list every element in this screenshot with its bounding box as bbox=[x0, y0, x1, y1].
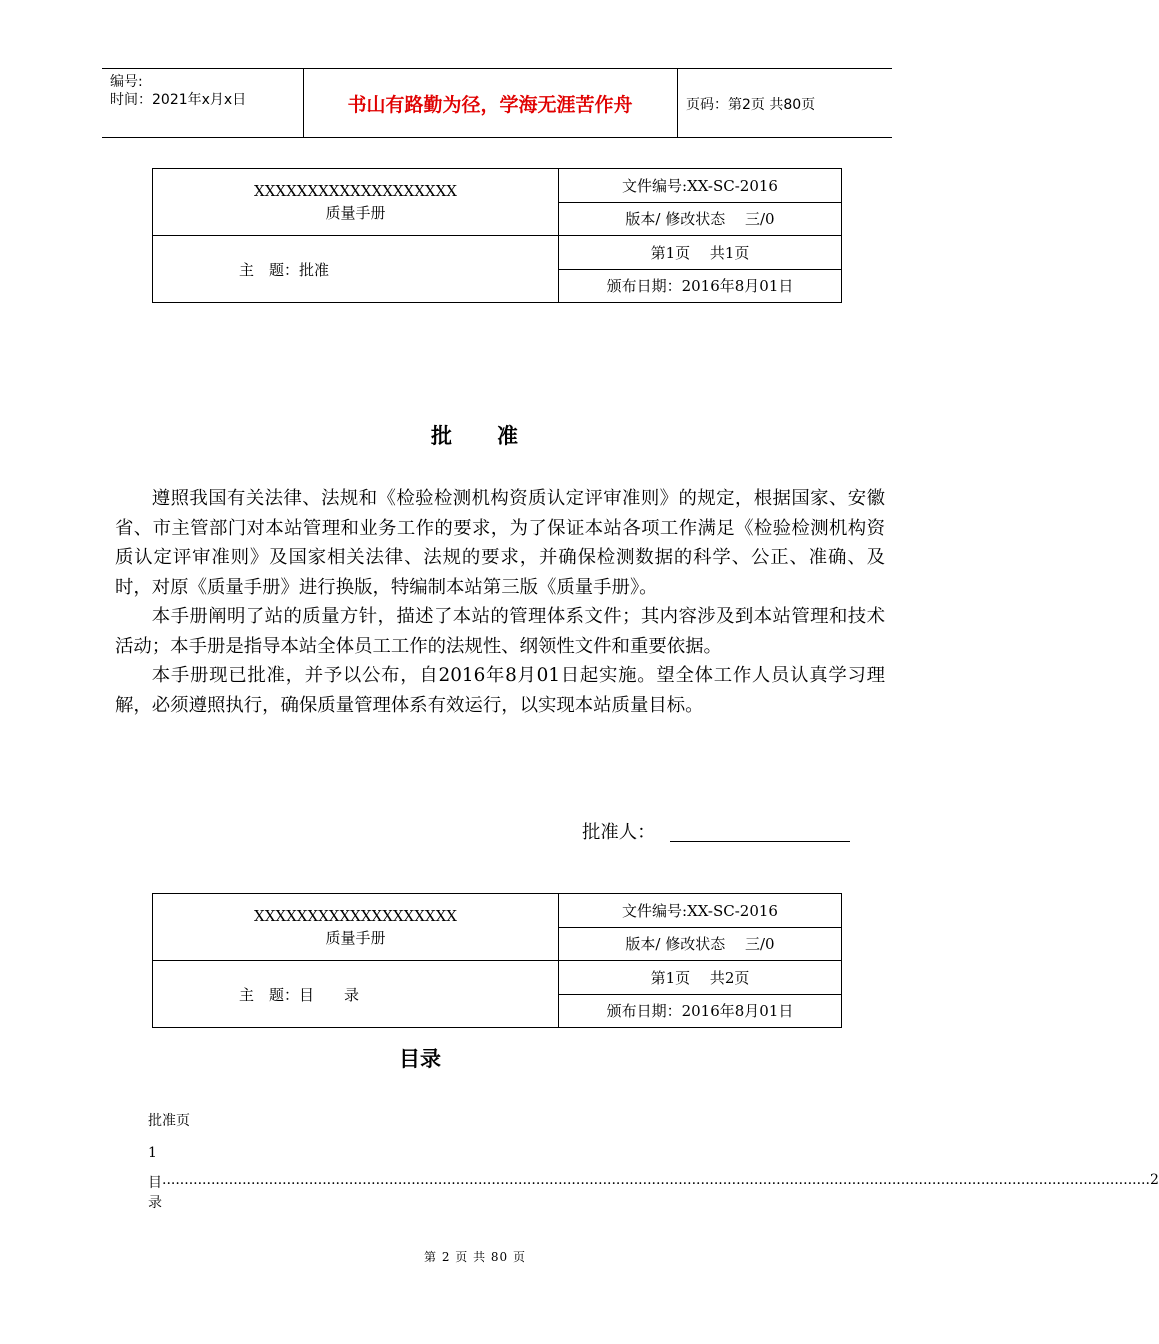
file-no: 文件编号:XX-SC-2016 bbox=[559, 169, 842, 203]
toc-item-label: 目录 bbox=[148, 1175, 162, 1211]
version: 版本/ 修改状态 三/0 bbox=[559, 927, 842, 961]
doc-info-table-toc bbox=[152, 893, 842, 1028]
version: 版本/ 修改状态 三/0 bbox=[559, 202, 842, 236]
page-count: 第1页 共1页 bbox=[559, 236, 842, 270]
header-motto: 书山有路勤为径，学海无涯苦作舟 bbox=[347, 93, 633, 116]
toc-item[interactable] bbox=[148, 1172, 1159, 1212]
org-name: XXXXXXXXXXXXXXXXXXX bbox=[254, 907, 457, 925]
approval-title: 批 准 bbox=[431, 424, 519, 448]
header-meta bbox=[110, 73, 246, 109]
org-name: XXXXXXXXXXXXXXXXXXX bbox=[254, 182, 457, 200]
header-page-info: 页码：第2页 共80页 bbox=[686, 97, 816, 113]
subject: 主 题：目 录 bbox=[153, 961, 559, 1028]
approver-label: 批准人： bbox=[582, 822, 656, 843]
toc-item-page: 2 bbox=[1149, 1172, 1159, 1188]
page-header bbox=[102, 68, 892, 138]
issue-date: 颁布日期：2016年8月01日 bbox=[559, 269, 842, 303]
issue-date: 颁布日期：2016年8月01日 bbox=[559, 994, 842, 1028]
manual-name: 质量手册 bbox=[325, 929, 386, 947]
org-cell bbox=[153, 169, 559, 236]
subject: 主 题：批准 bbox=[153, 236, 559, 303]
toc-title: 目录 bbox=[399, 1047, 441, 1071]
file-no: 文件编号:XX-SC-2016 bbox=[559, 894, 842, 928]
page-footer: 第 2 页 共 80 页 bbox=[424, 1250, 526, 1264]
toc-item-label: 批准页 bbox=[148, 1113, 190, 1129]
toc-leader-dots: .............................................................................................................................................................................................................................. bbox=[162, 1172, 1150, 1188]
approval-paragraph: 本手册现已批准，并予以公布，自2016年8月01日起实施。望全体工作人员认真学习理解，必须遵照执行，确保质量管理体系有效运行，以实现本站质量目标。 bbox=[115, 665, 885, 716]
header-divider bbox=[677, 69, 678, 137]
page-count: 第1页 共2页 bbox=[559, 961, 842, 995]
toc-item-page: 1 bbox=[148, 1145, 157, 1161]
approval-paragraph: 本手册阐明了站的质量方针，描述了本站的管理体系文件；其内容涉及到本站管理和技术活动；本手册是指导本站全体员工工作的法规性、纲领性文件和重要依据。 bbox=[115, 606, 885, 657]
approver-signature-line bbox=[670, 841, 850, 842]
approval-body bbox=[115, 484, 885, 720]
approval-paragraph: 遵照我国有关法律、法规和《检验检测机构资质认定评审准则》的规定，根据国家、安徽省、市主管部门对本站管理和业务工作的要求，为了保证本站各项工作满足《检验检测机构资质认定评审准则》及国家相关法律、法规的要求，并确保检测数据的科学、公正、准确、及时，对原《质量手册》进行换版，特编制本站第三版《质量手册》。 bbox=[115, 488, 885, 598]
code-label: 编号: bbox=[110, 74, 143, 90]
org-cell bbox=[153, 894, 559, 961]
date-label: 时间：2021年x月x日 bbox=[110, 92, 247, 108]
doc-info-table-approval bbox=[152, 168, 842, 303]
manual-name: 质量手册 bbox=[325, 204, 386, 222]
